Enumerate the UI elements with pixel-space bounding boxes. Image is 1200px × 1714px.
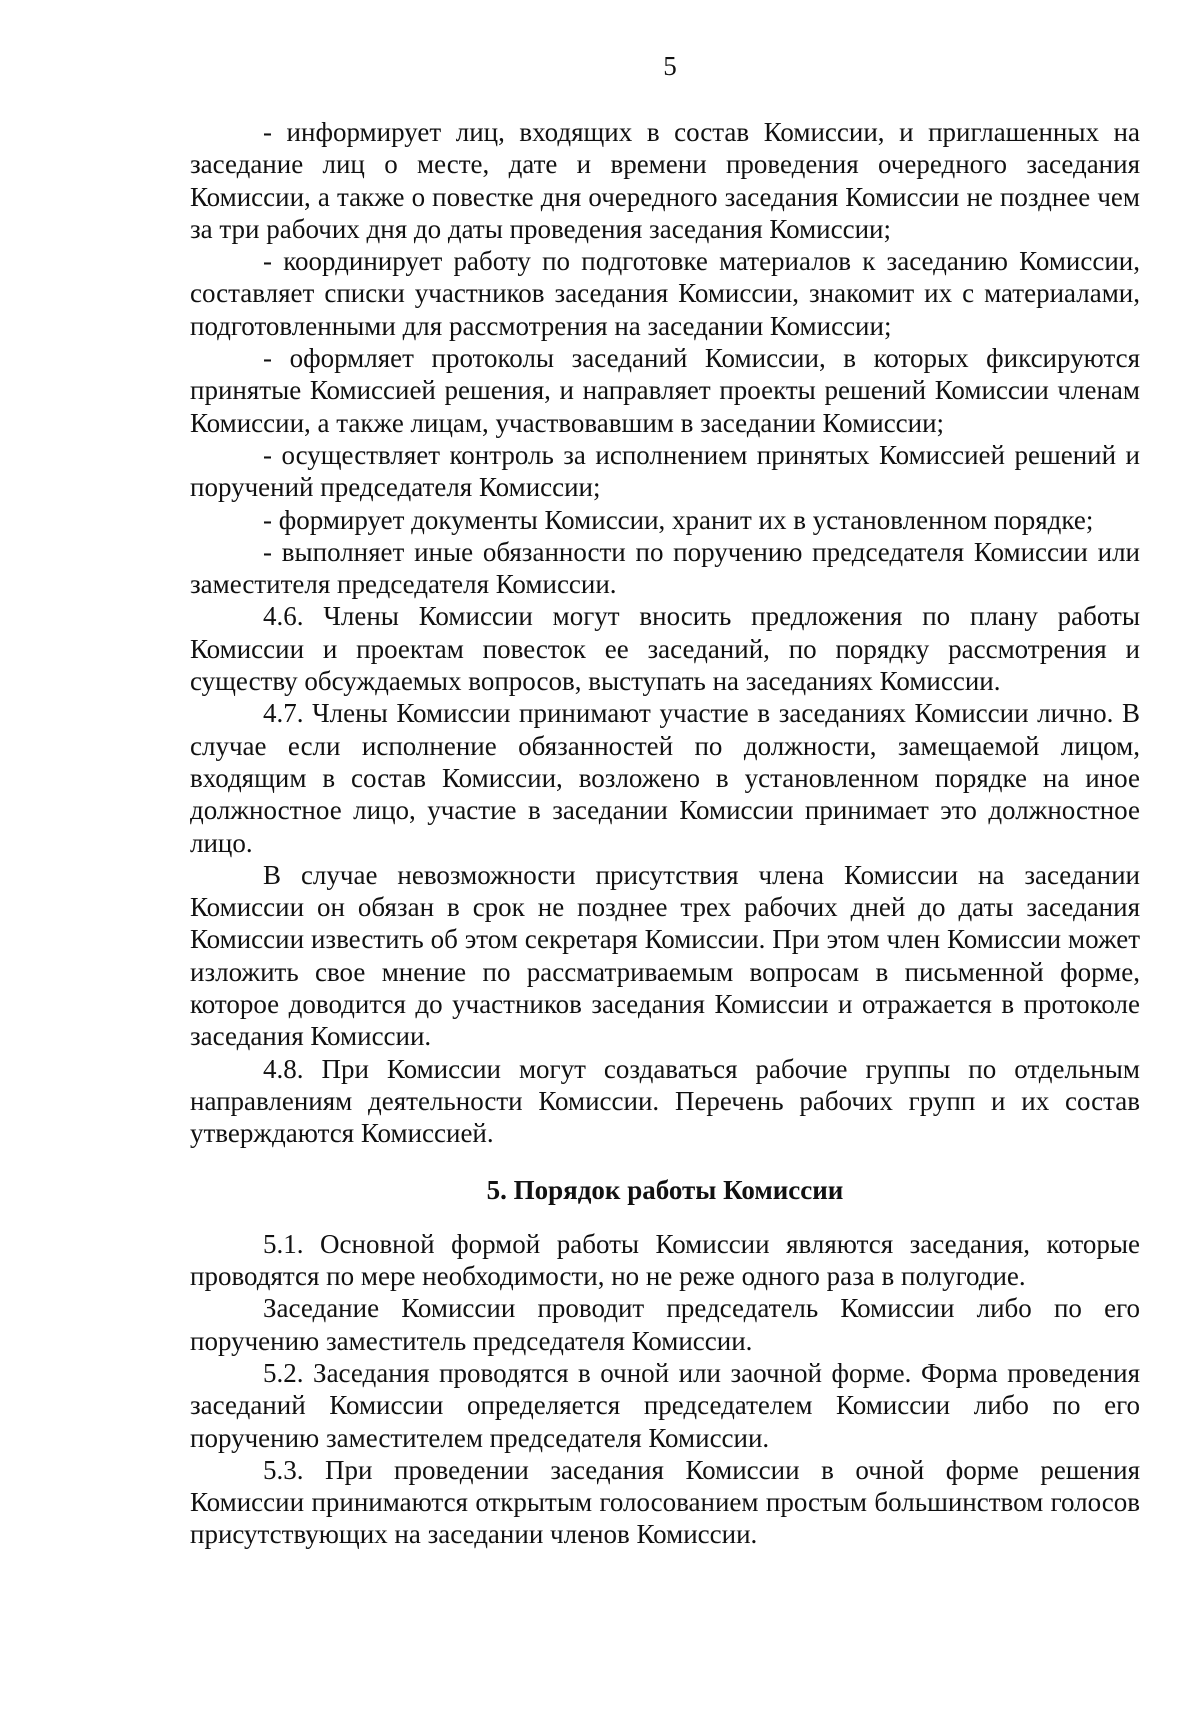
paragraph-5-3: 5.3. При проведении заседания Комиссии в очной форме решения Комиссии принимаются открытым голосованием простым большинством голосов присутствующих на заседании членов Комиссии. — [190, 1454, 1140, 1550]
paragraph-meeting-chair: Заседание Комиссии проводит председатель Комиссии либо по его поручению заместитель председателя Комиссии. — [190, 1293, 1140, 1356]
paragraph-absence: В случае невозможности присутствия члена Комиссии на заседании Комиссии он обязан в срок не позднее трех рабочих дней до даты заседания Комиссии известить об этом секретаря Комиссии. При этом член Комиссии может изложить свое мнение по рассматриваемым вопросам в письменной форме, которое доводится до участников заседания Комиссии и отражается в протоколе заседания Комиссии. — [190, 859, 1140, 1052]
paragraph-5-2: 5.2. Заседания проводятся в очной или заочной форме. Форма проведения заседаний Комиссии определяется председателем Комиссии либо по его поручению заместителем председателя Комиссии. — [190, 1357, 1140, 1453]
page-number: 5 — [663, 51, 677, 81]
paragraph-4-7: 4.7. Члены Комиссии принимают участие в заседаниях Комиссии лично. В случае если исполнение обязанностей по должности, замещаемой лицом, входящим в состав Комиссии, возложено в установленном порядке на иное должностное лицо, участие в заседании Комиссии принимает это должностное лицо. — [190, 698, 1140, 858]
paragraph-other-duties: - выполняет иные обязанности по поручению председателя Комиссии или заместителя председателя Комиссии. — [190, 536, 1140, 600]
paragraph-protocols: - оформляет протоколы заседаний Комиссии, в которых фиксируются принятые Комиссией решения, и направляет проекты решений Комиссии членам Комиссии, а также лицам, участвовавшим в заседании Комиссии; — [190, 343, 1140, 438]
paragraph-documents: - формирует документы Комиссии, хранит их в установленном порядке; — [263, 504, 1094, 535]
paragraph-5-1: 5.1. Основной формой работы Комиссии являются заседания, которые проводятся по мере необходимости, но не реже одного раза в полугодие. — [190, 1228, 1140, 1292]
paragraph-4-6: 4.6. Члены Комиссии могут вносить предложения по плану работы Комиссии и проектам повесток ее заседаний, по порядку рассмотрения и существу обсуждаемых вопросов, выступать на заседаниях Комиссии. — [190, 601, 1140, 697]
section-heading: 5. Порядок работы Комиссии — [486, 1174, 844, 1205]
paragraph-informs: - информирует лиц, входящих в состав Комиссии, и приглашенных на заседание лиц о месте, дате и времени проведения очередного заседания Комиссии, а также о повестке дня очередного заседания Комиссии не позднее чем за три рабочих дня до даты проведения заседания Комиссии; — [190, 117, 1140, 244]
paragraph-coordinates: - координирует работу по подготовке материалов к заседанию Комиссии, составляет списки участников заседания Комиссии, знакомит их с материалами, подготовленными для рассмотрения на заседании Комиссии; — [190, 246, 1140, 341]
document-body — [190, 116, 1140, 1551]
paragraph-control: - осуществляет контроль за исполнением принятых Комиссией решений и поручений председателя Комиссии; — [190, 439, 1140, 503]
paragraph-4-8: 4.8. При Комиссии могут создаваться рабочие группы по отдельным направлениям деятельности Комиссии. Перечень рабочих групп и их состав утверждаются Комиссией. — [190, 1053, 1140, 1149]
